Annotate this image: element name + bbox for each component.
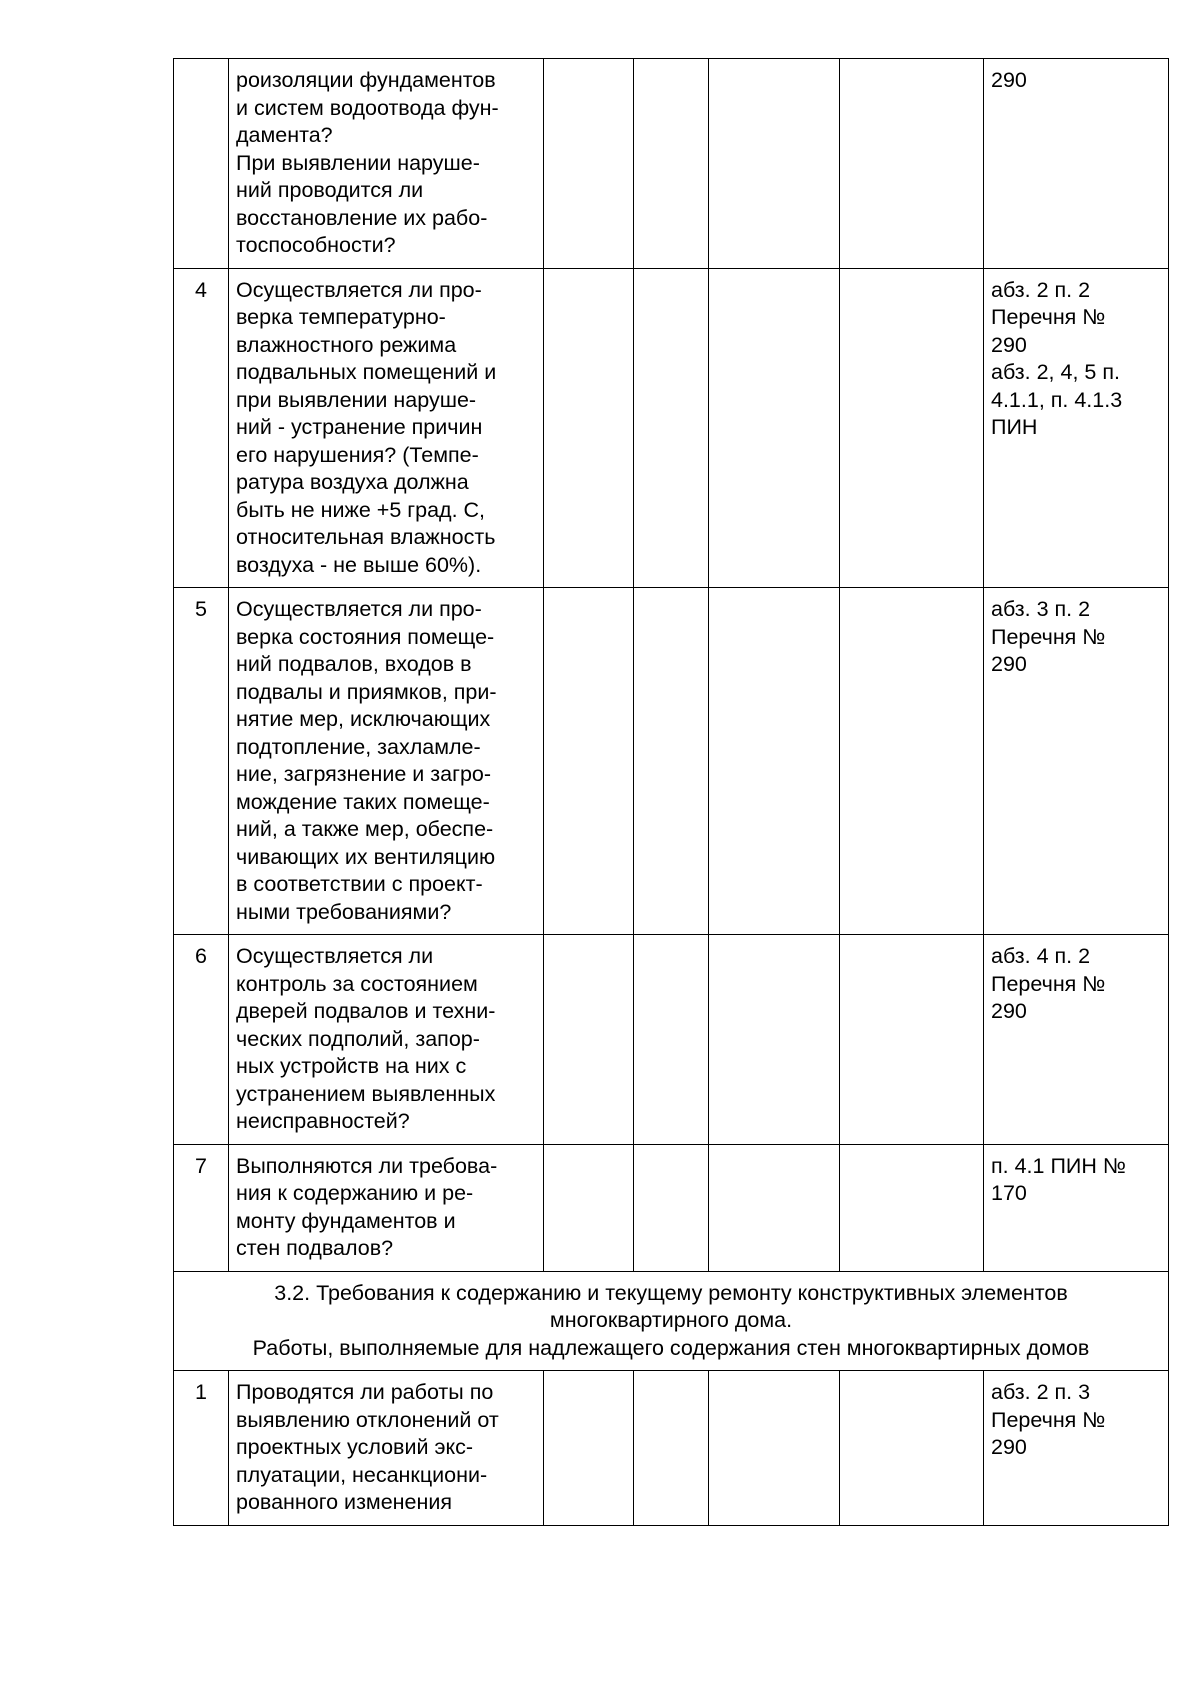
answer-yes-cell	[544, 935, 634, 1145]
legal-reference: абз. 2 п. 2 Перечня № 290 абз. 2, 4, 5 п. 4.1.1, п. 4.1.3 ПИН	[984, 268, 1169, 588]
question-text: Выполняются ли требова- ния к содержанию и ре- монту фундаментов и стен подвалов?	[229, 1144, 544, 1271]
note-cell	[840, 588, 984, 935]
answer-yes-cell	[544, 1371, 634, 1526]
legal-reference: абз. 3 п. 2 Перечня № 290	[984, 588, 1169, 935]
section-title: 3.2. Требования к содержанию и текущему ремонту конструктивных элементов многоквартирного дома. Работы, выполняемые для надлежащего содержания стен многоквартирных домов	[174, 1271, 1169, 1371]
not-applicable-cell	[709, 1371, 840, 1526]
row-number	[174, 59, 229, 269]
answer-no-cell	[634, 268, 709, 588]
answer-no-cell	[634, 588, 709, 935]
table-row	[174, 935, 1169, 1145]
question-text: Осуществляется ли про- верка состояния помеще- ний подвалов, входов в подвалы и приямков, при- нятие мер, исключающих подтопление, захламле- ние, загрязнение и загро- мождение таких помеще- ний, а также мер, обеспе- чивающих их вентиляцию в соответствии с проект- ными требованиями?	[229, 588, 544, 935]
answer-yes-cell	[544, 588, 634, 935]
checklist-table	[173, 58, 1169, 1526]
table-row	[174, 268, 1169, 588]
note-cell	[840, 59, 984, 269]
answer-no-cell	[634, 1144, 709, 1271]
checklist-table-body	[174, 59, 1169, 1526]
table-row	[174, 588, 1169, 935]
answer-no-cell	[634, 935, 709, 1145]
answer-no-cell	[634, 1371, 709, 1526]
note-cell	[840, 1371, 984, 1526]
row-number: 1	[174, 1371, 229, 1526]
question-text: роизоляции фундаментов и систем водоотвода фун- дамента? При выявлении наруше- ний проводится ли восстановление их рабо- тоспособности?	[229, 59, 544, 269]
table-row	[174, 59, 1169, 269]
note-cell	[840, 268, 984, 588]
note-cell	[840, 1144, 984, 1271]
answer-yes-cell	[544, 1144, 634, 1271]
legal-reference: 290	[984, 59, 1169, 269]
answer-yes-cell	[544, 268, 634, 588]
not-applicable-cell	[709, 59, 840, 269]
not-applicable-cell	[709, 588, 840, 935]
row-number: 4	[174, 268, 229, 588]
question-text: Проводятся ли работы по выявлению отклонений от проектных условий экс- плуатации, несанкциони- рованного изменения	[229, 1371, 544, 1526]
note-cell	[840, 935, 984, 1145]
not-applicable-cell	[709, 268, 840, 588]
legal-reference: абз. 4 п. 2 Перечня № 290	[984, 935, 1169, 1145]
legal-reference: абз. 2 п. 3 Перечня № 290	[984, 1371, 1169, 1526]
row-number: 6	[174, 935, 229, 1145]
question-text: Осуществляется ли про- верка температурно- влажностного режима подвальных помещений и при выявлении наруше- ний - устранение причин его нарушения? (Темпе- ратура воздуха должна быть не ниже +5 град. С, относительная влажность воздуха - не выше 60%).	[229, 268, 544, 588]
answer-no-cell	[634, 59, 709, 269]
row-number: 7	[174, 1144, 229, 1271]
table-row	[174, 1144, 1169, 1271]
section-header-row	[174, 1271, 1169, 1371]
row-number: 5	[174, 588, 229, 935]
not-applicable-cell	[709, 935, 840, 1145]
question-text: Осуществляется ли контроль за состоянием дверей подвалов и техни- ческих подполий, запор- ных устройств на них с устранением выявленных неисправностей?	[229, 935, 544, 1145]
answer-yes-cell	[544, 59, 634, 269]
not-applicable-cell	[709, 1144, 840, 1271]
table-row	[174, 1371, 1169, 1526]
legal-reference: п. 4.1 ПИН № 170	[984, 1144, 1169, 1271]
